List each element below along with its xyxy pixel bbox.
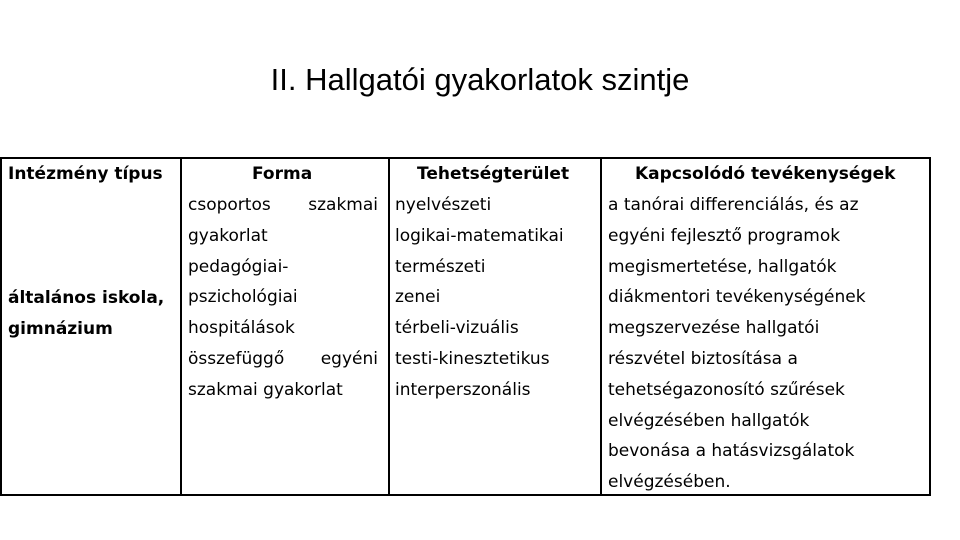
header-institution-type: Intézmény típus [8,164,163,184]
column-related-activities [600,159,931,494]
forma-line [188,344,378,375]
column-forma [180,159,388,494]
forma-line: hospitálások [188,318,295,339]
column-institution-type [2,159,180,494]
activity-table [0,157,931,496]
forma-line: pszichológiai [188,287,298,308]
forma-word: csoportos [188,195,271,215]
column-talent-area [388,159,600,494]
forma-line: gyakorlat [188,225,268,246]
institution-line: gimnázium [8,318,113,339]
forma-word: összefüggő [188,348,285,369]
activity-line: egyéni fejlesztő programok [608,225,841,246]
slide-title: II. Hallgatói gyakorlatok szintje [270,62,690,97]
activity-line: megismertetése, hallgatók [608,256,837,277]
talent-area-item: logikai-matematikai [395,225,564,246]
activity-line: tehetségazonosító szűrések [608,379,845,400]
forma-word: szakmai [308,195,378,215]
forma-line: szakmai gyakorlat [188,379,343,400]
header-related-activities: Kapcsolódó tevékenységek [635,164,896,184]
activity-line: diákmentori tevékenységének [608,287,866,308]
talent-area-item: természeti [395,256,486,277]
talent-area-item: zenei [395,287,441,308]
institution-cell [8,283,164,345]
institution-line: általános iskola, [8,288,165,308]
talent-area-item: nyelvészeti [395,195,492,215]
activity-line: megszervezése hallgatói [608,318,820,339]
activity-line: elvégzésében hallgatók [608,410,810,431]
header-forma: Forma [252,164,313,184]
talent-area-item: testi-kinesztetikus [395,348,550,369]
activity-line: elvégzésében. [608,472,731,493]
activity-line: bevonása a hatásvizsgálatok [608,441,855,462]
forma-line: pedagógiai- [188,256,289,277]
talent-area-item: térbeli-vizuális [395,318,519,339]
header-talent-area: Tehetségterület [417,164,570,184]
activity-line: részvétel biztosítása a [608,348,798,369]
forma-word: egyéni [320,348,378,369]
forma-line [188,190,378,221]
talent-area-item: interperszonális [395,379,531,400]
activity-line: a tanórai differenciálás, és az [608,195,859,215]
